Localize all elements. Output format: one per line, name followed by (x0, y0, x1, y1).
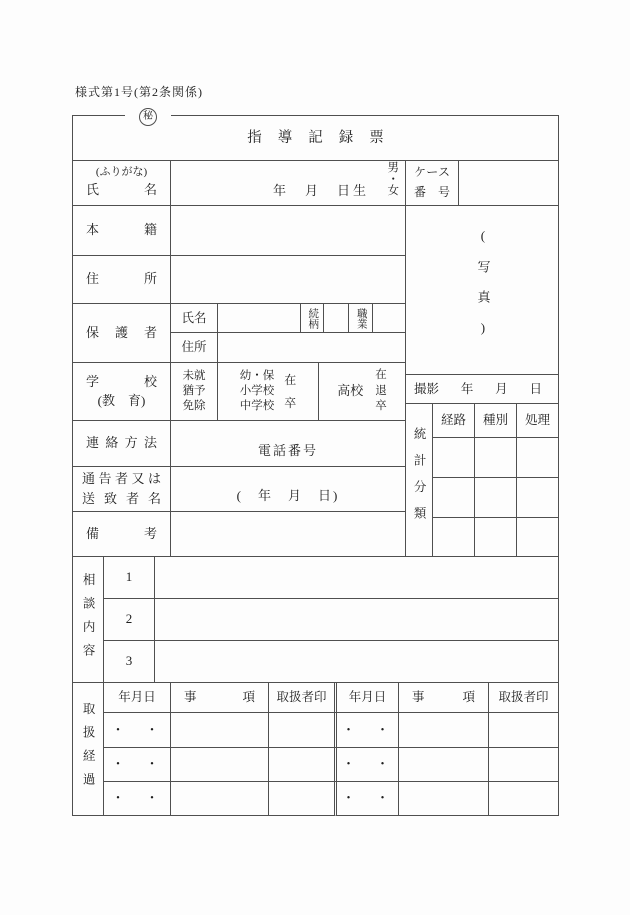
name-label-cell (72, 160, 171, 206)
guardian-name-label-cell (170, 303, 218, 333)
stats-label-cell (405, 403, 433, 557)
case-label-line1: ケース (414, 165, 450, 180)
confidential-mark-gap (125, 108, 171, 122)
guardian-name-value-cell (217, 303, 301, 333)
school-pre-2: 猶予 (182, 385, 206, 398)
relationship-value-cell (323, 303, 349, 333)
guardian-address-value-cell (217, 332, 406, 363)
guardian-label: 保護者 (86, 324, 157, 340)
address-label: 住所 (86, 271, 157, 287)
photo-day-unit: 日 (529, 381, 542, 396)
handling-date-cell: ・ ・ (334, 712, 399, 748)
notifier-label-line1: 通告者又は (82, 470, 161, 486)
photo-year-unit: 年 (460, 381, 474, 396)
school-label-sub: (教 育) (97, 392, 146, 408)
stats-header-route: 経路 (432, 403, 475, 438)
school-high-status: 在 退 卒 (375, 369, 387, 413)
handling-date-cell: ・ ・ (103, 747, 171, 782)
guardian-name-label: 氏名 (181, 310, 207, 325)
school-pre-1: 未就 (182, 370, 206, 383)
case-number-value-cell (458, 160, 559, 206)
handling-date-cell: ・ ・ (334, 781, 399, 816)
handling-label-cell (72, 682, 104, 816)
case-label-line2: 番号 (414, 185, 450, 199)
remarks-value-cell (170, 511, 406, 557)
handling-date-header-left: 年月日 (103, 682, 171, 713)
occupation-label-cell (348, 303, 373, 333)
handling-date-cell: ・ ・ (103, 712, 171, 748)
notifier-date-label: ( 年 月 日) (236, 488, 340, 504)
handling-stamp-cell (488, 747, 559, 782)
address-value-cell (170, 255, 406, 304)
handling-stamp-cell (268, 712, 335, 748)
stats-cell (474, 517, 517, 557)
domicile-label: 本籍 (86, 222, 157, 238)
notifier-label-line2: 送致者名 (82, 491, 161, 506)
consultation-content-3 (154, 640, 559, 683)
consultation-label: 相談内容 (81, 572, 96, 667)
handling-date-header-right: 年月日 (334, 682, 399, 713)
guardian-address-label: 住所 (181, 340, 207, 355)
consultation-index-2: 2 (103, 598, 155, 641)
handling-stamp-cell (268, 781, 335, 816)
school-elem-status: 在 卒 (284, 372, 297, 410)
guardian-address-label-cell (170, 332, 218, 363)
notifier-value-cell (170, 466, 406, 512)
contact-label: 連絡方法 (86, 435, 157, 451)
handling-stamp-header-right: 取扱者印 (488, 682, 559, 713)
stats-cell (474, 437, 517, 478)
handling-item-cell (398, 712, 489, 748)
school-elem-cell (217, 362, 319, 421)
handling-item-header-left: 事項 (170, 682, 269, 713)
school-high-cell (318, 362, 406, 421)
relationship-label-cell (300, 303, 324, 333)
stats-header-type: 種別 (474, 403, 517, 438)
stats-cell (432, 477, 475, 518)
case-number-label-cell (405, 160, 459, 206)
handling-stamp-cell (488, 712, 559, 748)
school-label: 学校 (86, 373, 157, 389)
sex-label: 男 ・ 女 (387, 162, 399, 197)
school-elem-names: 幼・保 小学校 中学校 (239, 370, 275, 412)
stats-header-process: 処理 (516, 403, 559, 438)
handling-stamp-cell (268, 747, 335, 782)
handling-stamp-header-left: 取扱者印 (268, 682, 335, 713)
stats-cell (432, 437, 475, 478)
handling-item-cell (398, 747, 489, 782)
handling-item-header-right: 事項 (398, 682, 489, 713)
photo-date-row (405, 374, 559, 404)
handling-item-cell (170, 781, 269, 816)
confidential-mark-icon: 秘 (139, 108, 157, 126)
consultation-index-3: 3 (103, 640, 155, 683)
contact-value-cell (170, 420, 406, 467)
occupation-label: 職業 (355, 307, 367, 329)
handling-date-cell: ・ ・ (334, 747, 399, 782)
consultation-index-1: 1 (103, 556, 155, 599)
consultation-content-2 (154, 598, 559, 641)
handling-item-cell (170, 712, 269, 748)
consultation-label-cell (72, 556, 104, 683)
address-label-cell (72, 255, 171, 304)
domicile-value-cell (170, 205, 406, 256)
handling-item-cell (398, 781, 489, 816)
photo-label: (写真) (475, 228, 491, 352)
school-pre-cell (170, 362, 218, 421)
name-label: 氏名 (86, 182, 157, 198)
contact-label-cell (72, 420, 171, 467)
school-pre-3: 免除 (182, 399, 206, 412)
occupation-value-cell (372, 303, 406, 333)
photo-placeholder (405, 205, 559, 375)
furigana-label: (ふりがな) (95, 166, 148, 178)
remarks-label: 備考 (86, 525, 157, 541)
notifier-label-cell (72, 466, 171, 512)
remarks-label-cell (72, 511, 171, 557)
handling-label: 取扱経過 (81, 702, 96, 796)
stats-cell (432, 517, 475, 557)
stats-cell (516, 437, 559, 478)
handling-date-cell: ・ ・ (103, 781, 171, 816)
birth-date-label: 年 月 日生 (272, 183, 369, 199)
stats-label: 統計分類 (412, 427, 427, 533)
guardian-label-cell (72, 303, 171, 363)
phone-number-label: 電話番号 (257, 443, 318, 459)
name-value-cell (170, 160, 406, 206)
consultation-content-1 (154, 556, 559, 599)
form-number: 様式第1号(第2条関係) (75, 85, 203, 99)
school-high-label: 高校 (337, 383, 364, 399)
handling-stamp-cell (488, 781, 559, 816)
form-title: 指導記録票 (72, 115, 559, 161)
photo-shot-label: 撮影 (414, 381, 440, 396)
stats-cell (516, 477, 559, 518)
stats-cell (516, 517, 559, 557)
school-label-cell (72, 362, 171, 421)
domicile-label-cell (72, 205, 171, 256)
relationship-label: 続柄 (307, 307, 319, 329)
photo-month-unit: 月 (495, 381, 508, 396)
handling-item-cell (170, 747, 269, 782)
stats-cell (474, 477, 517, 518)
